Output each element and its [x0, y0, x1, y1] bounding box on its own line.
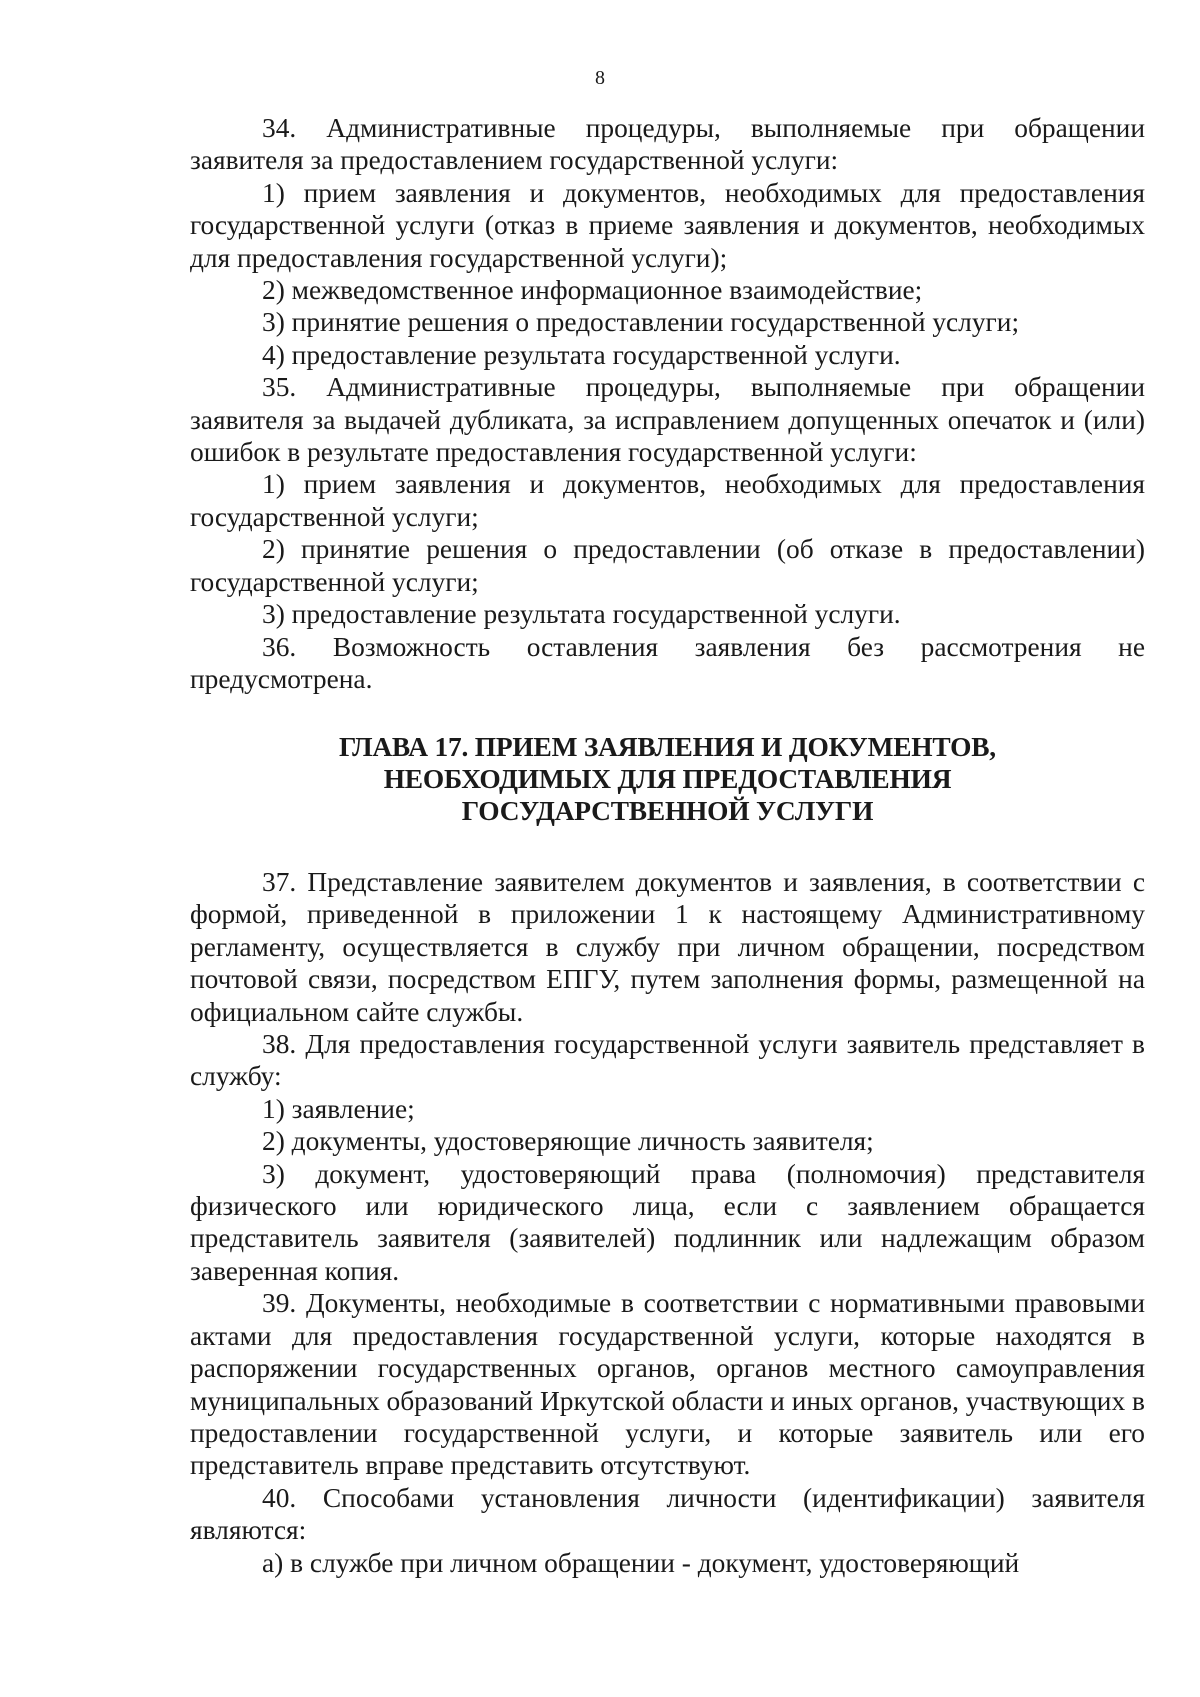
list-item-35-1: 1) прием заявления и документов, необходимых для предоставления государственной услуги;: [190, 469, 1145, 532]
paragraph-36: 36. Возможность оставления заявления без рассмотрения не предусмотрена.: [190, 631, 1145, 694]
paragraph-34: 34. Административные процедуры, выполняемые при обращении заявителя за предоставлением государственной услуги:: [190, 113, 1145, 176]
list-item-34-1: 1) прием заявления и документов, необходимых для предоставления государственной услуги (отказ в приеме заявления и документов, необходимых для предоставления государственной услуги);: [190, 177, 1145, 273]
paragraph-40: 40. Способами установления личности (идентификации) заявителя являются:: [190, 1482, 1145, 1546]
paragraph-39: 39. Документы, необходимые в соответствии с нормативными правовыми актами для предоставления государственной услуги, которые находятся в распоряжении государственных органов, органов местного самоуправления муниципальных образований Иркутской области и иных органов, участвующих в предоставлении государственной услуги, и которые заявитель или его представитель вправе представить отсутствуют.: [190, 1288, 1145, 1481]
paragraph-35: 35. Административные процедуры, выполняемые при обращении заявителя за выдачей дубликата, за исправлением допущенных опечаток и (или) ошибок в результате предоставления государственной услуги:: [190, 372, 1145, 468]
chapter-heading-line: НЕОБХОДИМЫХ ДЛЯ ПРЕДОСТАВЛЕНИЯ: [383, 764, 952, 795]
section-bottom: [190, 866, 1145, 1579]
list-item-35-2: 2) принятие решения о предоставлении (об отказе в предоставлении) государственной услуги;: [190, 534, 1145, 597]
chapter-heading-line: ГЛАВА 17. ПРИЕМ ЗАЯВЛЕНИЯ И ДОКУМЕНТОВ,: [339, 732, 996, 762]
list-item-38-3: 3) документ, удостоверяющий права (полномочия) представителя физического или юридического лица, если с заявлением обращается представитель заявителя (заявителей) подлинник или надлежащим образом заверенная копия.: [190, 1158, 1145, 1286]
page-number: 8: [595, 67, 605, 89]
chapter-heading-line: ГОСУДАРСТВЕННОЙ УСЛУГИ: [461, 796, 874, 827]
chapter-heading: [190, 731, 1145, 828]
paragraph-37: 37. Представление заявителем документов и заявления, в соответствии с формой, приведенной в приложении 1 к настоящему Административному регламенту, осуществляется в службу при личном обращении, посредством почтовой связи, посредством ЕПГУ, путем заполнения формы, размещенной на официальном сайте службы.: [190, 867, 1145, 1027]
paragraph-38: 38. Для предоставления государственной услуги заявитель представляет в службу:: [190, 1029, 1145, 1092]
list-item-34-3: 3) принятие решения о предоставлении государственной услуги;: [262, 307, 1020, 338]
list-item-34-2: 2) межведомственное информационное взаимодействие;: [262, 275, 923, 306]
section-top: [190, 112, 1145, 695]
list-item-35-3: 3) предоставление результата государственной услуги.: [262, 599, 901, 630]
list-item-38-1: 1) заявление;: [262, 1093, 415, 1124]
list-item-34-4: 4) предоставление результата государственной услуги.: [262, 339, 901, 370]
list-item-40-a: а) в службе при личном обращении - документ, удостоверяющий: [262, 1547, 1020, 1578]
list-item-38-2: 2) документы, удостоверяющие личность заявителя;: [262, 1126, 874, 1157]
